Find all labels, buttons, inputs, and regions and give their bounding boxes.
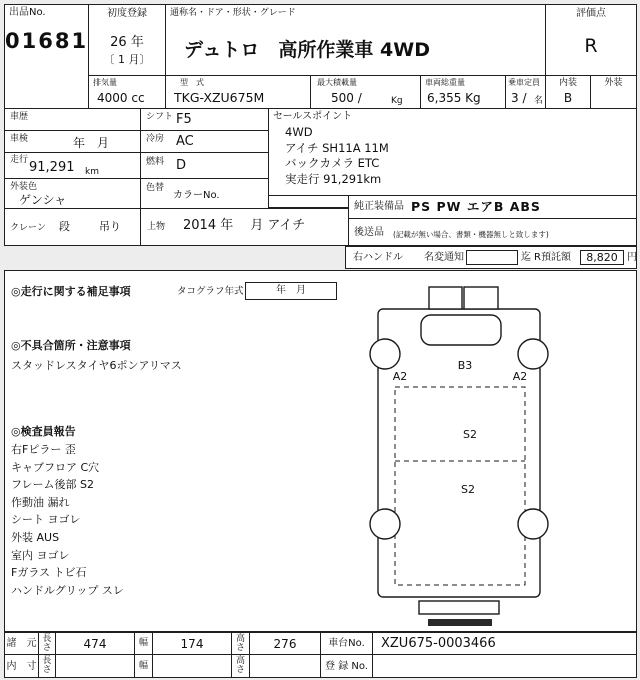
- damage-code-mid: S2: [463, 428, 477, 441]
- crane-label: クレーン: [10, 223, 46, 233]
- front-left-wheel: [370, 339, 400, 369]
- spacer-cell: [268, 195, 349, 208]
- cab-windshield-outline: [421, 315, 501, 345]
- factory-equipment-value: PS PW エアB ABS: [411, 199, 541, 214]
- displacement-cell: [88, 75, 166, 109]
- inspector-report-item: 作動油 漏れ: [11, 495, 70, 509]
- crane-cell: [4, 208, 141, 246]
- recycle-deposit-label: R預託額: [534, 252, 571, 263]
- inspector-report-item: フレーム後部 S2: [11, 478, 95, 492]
- first-registration-box: [88, 4, 166, 76]
- rear-right-wheel: [518, 509, 548, 539]
- grade-value: R: [584, 35, 598, 57]
- repaint-color-no: カラーNo.: [173, 190, 220, 201]
- fuel-value: D: [176, 158, 187, 173]
- inner-width-value: [152, 654, 232, 678]
- inspector-report-item: 室内 ヨゴレ: [11, 548, 70, 562]
- lot-number-box: [4, 4, 89, 109]
- name-change-label: 名変通知: [424, 252, 464, 263]
- capacity-label: 乗車定員: [508, 78, 540, 87]
- inner-length-label: 長さ: [38, 654, 56, 678]
- spec-height-value: 276: [249, 632, 321, 655]
- inspection-value: 年 月: [73, 136, 110, 150]
- shift-cell: [140, 108, 269, 131]
- name-change-date-field: [466, 250, 518, 265]
- lot-number-label: 出品No.: [9, 7, 46, 18]
- inner-dim-row-label: 内 寸: [4, 654, 39, 678]
- registration-number-value: [372, 654, 637, 678]
- chassis-number-text: XZU675-0003466: [381, 636, 496, 651]
- aircon-value: AC: [176, 134, 194, 149]
- aircon-label: 冷房: [146, 134, 165, 144]
- registration-number-label: 登 録 No.: [320, 654, 373, 678]
- vehicle-damage-diagram: [355, 277, 567, 629]
- mileage-cell: [4, 152, 141, 179]
- vehicle-name-box: [165, 4, 546, 76]
- first-registration-year: 26 年: [110, 35, 144, 50]
- inspector-report-item: Fガラス トビ石: [11, 566, 87, 580]
- later-items-label: 後送品: [354, 227, 384, 238]
- max-load-label: 最大積載量: [317, 78, 357, 87]
- handle-deposit-row: [345, 246, 637, 269]
- truck-bed-outline: [378, 309, 540, 597]
- inspector-report-item: 外装 AUS: [11, 530, 60, 544]
- damage-code-rear: S2: [461, 483, 475, 496]
- inner-height-value: [249, 654, 321, 678]
- sales-point-line: アイチ SH11A 11M: [285, 140, 389, 155]
- shift-label: シフト: [146, 112, 174, 122]
- mileage-supplement-title: ◎走行に関する補足事項: [11, 285, 131, 298]
- inspector-report-item: シート ヨゴレ: [11, 513, 81, 527]
- vehicle-name-header: 通称名・ドア・形状・グレード: [170, 8, 296, 18]
- length-label: 長さ: [38, 632, 56, 655]
- vehicle-name: デュトロ 高所作業車 4WD: [184, 39, 430, 61]
- crane-stage-label: 段: [59, 220, 70, 233]
- defect-title: ◎不具合箇所・注意事項: [11, 339, 131, 352]
- inspector-report-title: ◎検査員報告: [11, 425, 76, 438]
- grade-label: 評価点: [576, 8, 606, 19]
- gross-weight-label: 車両総重量: [425, 78, 465, 87]
- sales-point-box: [268, 108, 637, 196]
- interior-grade-label: 内装: [558, 78, 577, 88]
- model-code-label: 型 式: [180, 78, 204, 87]
- lot-number-value: 01681: [5, 29, 89, 53]
- damage-code-front-left: A2: [392, 370, 408, 383]
- yen-label: 円: [627, 252, 637, 263]
- history-cell: [4, 108, 141, 131]
- grade-box: [545, 4, 637, 76]
- inspection-cell: [4, 130, 141, 153]
- upper-body-cell: [140, 208, 349, 246]
- later-items-cell: [348, 218, 637, 246]
- first-registration-month: 〔 1 月〕: [103, 53, 151, 66]
- upper-body-label: 上物: [147, 222, 166, 232]
- rear-bumper-outline: [419, 601, 499, 614]
- displacement-label: 排気量: [93, 78, 117, 87]
- sales-point-line: バックカメラ ETC: [285, 156, 380, 170]
- max-load-cell: [310, 75, 421, 109]
- sales-point-line: 実走行 91,291km: [285, 171, 382, 186]
- interior-grade-cell: [545, 75, 591, 109]
- capacity-value: 3 /: [511, 91, 527, 105]
- until-label: 迄: [521, 252, 531, 263]
- tachograph-year-field: 年 月: [245, 282, 337, 300]
- defect-item: スタッドレスタイヤ6ポンアリマス: [11, 359, 182, 372]
- sales-point-label: セールスポイント: [273, 111, 353, 122]
- tachograph-label: タコグラフ年式: [177, 286, 244, 297]
- damage-code-cab: B3: [457, 359, 473, 372]
- cab-roof-right-panel: [464, 287, 498, 309]
- factory-equipment-cell: [348, 195, 637, 219]
- aircon-cell: [140, 130, 269, 153]
- fuel-cell: [140, 152, 269, 179]
- exterior-grade-label: 外装: [604, 78, 623, 88]
- max-load-value: 500 /: [331, 91, 362, 105]
- inner-height-label: 高さ: [231, 654, 250, 678]
- spec-width-value: 174: [152, 632, 232, 655]
- inspector-report-item: ハンドルグリップ スレ: [11, 583, 124, 597]
- repaint-cell: [140, 178, 269, 209]
- shift-value: F5: [176, 112, 192, 127]
- capacity-unit: 名: [534, 96, 544, 106]
- fuel-label: 燃料: [146, 157, 165, 167]
- mileage-value: 91,291: [29, 160, 75, 175]
- factory-equipment-label: 純正装備品: [354, 201, 404, 212]
- height-label: 高さ: [231, 632, 250, 655]
- exterior-color-value: ゲンシャ: [19, 193, 67, 207]
- model-code-value: TKG-XZU675M: [174, 90, 265, 105]
- cargo-dashed-outline: [395, 387, 525, 585]
- mileage-unit: km: [85, 167, 99, 177]
- chassis-number-label: 車台No.: [320, 632, 373, 655]
- interior-grade-value: B: [563, 91, 573, 105]
- inspector-report-list: [11, 441, 124, 599]
- inner-width-label: 幅: [134, 654, 153, 678]
- inner-length-value: [55, 654, 135, 678]
- repaint-label: 色替: [146, 183, 165, 193]
- notes-and-diagram-panel: [4, 270, 637, 632]
- front-right-wheel: [518, 339, 548, 369]
- displacement-value: 4000 cc: [97, 91, 145, 105]
- mileage-label: 走行: [10, 155, 29, 165]
- inspection-label: 車検: [10, 134, 29, 144]
- steering-position-label: 右ハンドル: [353, 252, 403, 263]
- crane-lift-label: 吊り: [99, 220, 121, 233]
- spec-row-label: 諸 元: [4, 632, 39, 655]
- upper-body-value: 2014 年 月 アイチ: [183, 218, 306, 233]
- capacity-cell: [505, 75, 546, 109]
- recycle-deposit-value: 8,820: [580, 250, 624, 265]
- rear-step-bar: [428, 619, 492, 626]
- gross-weight-value: 6,355 Kg: [427, 91, 481, 105]
- gross-weight-cell: [420, 75, 506, 109]
- exterior-grade-cell: [590, 75, 637, 109]
- later-items-note: (記載が無い場合、書類・機器無しと致します): [393, 230, 549, 239]
- chassis-number-value: [372, 632, 637, 655]
- history-label: 車歴: [10, 112, 29, 122]
- sales-point-line: 4WD: [285, 125, 313, 139]
- model-code-cell: [165, 75, 311, 109]
- inspector-report-item: 右Fピラー 歪: [11, 443, 76, 456]
- width-label: 幅: [134, 632, 153, 655]
- exterior-color-cell: [4, 178, 141, 209]
- inspector-report-item: キャブフロア C穴: [11, 460, 100, 474]
- damage-code-front-right: A2: [512, 370, 528, 383]
- exterior-color-label: 外装色: [10, 182, 38, 192]
- first-registration-label: 初度登録: [107, 8, 147, 19]
- max-load-unit: Kg: [391, 96, 403, 106]
- rear-left-wheel: [370, 509, 400, 539]
- spec-length-value: 474: [55, 632, 135, 655]
- cab-roof-left-panel: [429, 287, 462, 309]
